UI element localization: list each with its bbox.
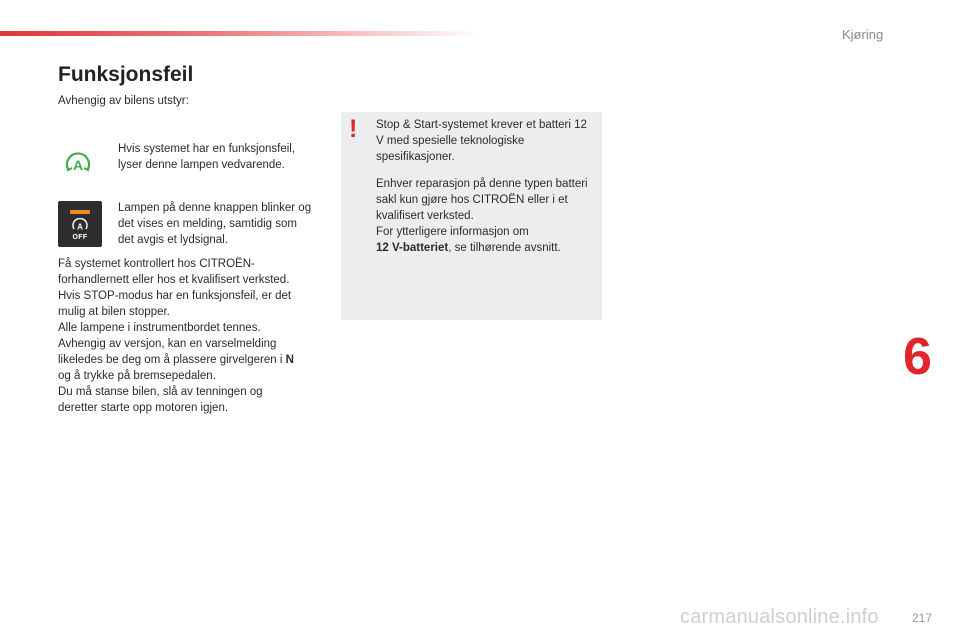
warning-line: Enhver reparasjon på denne typen batteri sakl kun gjøre hos CITROËN eller i et kvalifisert verksted. [376, 178, 588, 222]
intro-text: Avhengig av bilens utstyr: [58, 95, 189, 107]
auto-off-button-icon [58, 201, 102, 247]
section-title: Funksjonsfeil [58, 63, 194, 86]
body-line-text: likeledes be deg om å plassere girvelgeren i [58, 354, 286, 366]
warning-paragraph: Stop & Start-systemet krever et batteri 12 V med spesielle teknologiske spesifikasjoner. [376, 119, 587, 163]
body-line: Du må stanse bilen, slå av tenningen og [58, 386, 263, 398]
body-line: Avhengig av versjon, kan en varselmelding [58, 338, 277, 350]
watermark: carmanualsonline.info [680, 606, 879, 628]
body-text [58, 256, 320, 416]
warning-box [341, 112, 602, 320]
body-line: forhandlernett eller hos et kvalifisert verksted. [58, 274, 290, 286]
auto-symbol-icon [71, 218, 89, 234]
svg-text:A: A [72, 157, 84, 173]
body-line: mulig at bilen stopper. [58, 306, 170, 318]
body-line: og å trykke på bremsepedalen. [58, 370, 216, 382]
chapter-title: Kjøring [842, 27, 884, 42]
battery-reference: 12 V-batteriet [376, 242, 449, 254]
button-lamp-description: Lampen på denne knappen blinker og det vises en melding, samtidig som det avgis et lydsignal. [118, 202, 312, 246]
body-line: deretter starte opp motoren igjen. [58, 402, 229, 414]
svg-text:A: A [77, 222, 83, 232]
gear-position-n: N [285, 354, 294, 366]
warning-lamp-description: Hvis systemet har en funksjonsfeil, lyser denne lampen vedvarende. [118, 143, 296, 171]
warning-paragraph [376, 176, 590, 256]
body-line: Alle lampene i instrumentbordet tennes. [58, 322, 261, 334]
button-led-indicator [70, 210, 90, 214]
header-accent-bar [0, 31, 480, 36]
warning-line-text: , se tilhørende avsnitt. [448, 242, 561, 254]
body-line [58, 352, 320, 368]
body-line: Få systemet kontrollert hos CITROËN- [58, 258, 255, 270]
warning-line [376, 240, 590, 256]
warning-exclamation-icon: ! [349, 115, 358, 143]
chapter-number: 6 [903, 328, 932, 386]
body-line: Hvis STOP-modus har en funksjonsfeil, er det [58, 290, 292, 302]
button-off-label: OFF [72, 234, 88, 241]
auto-stop-warning-lamp-icon [63, 150, 93, 178]
page-number: 217 [912, 611, 933, 625]
warning-line: For ytterligere informasjon om [376, 226, 529, 238]
